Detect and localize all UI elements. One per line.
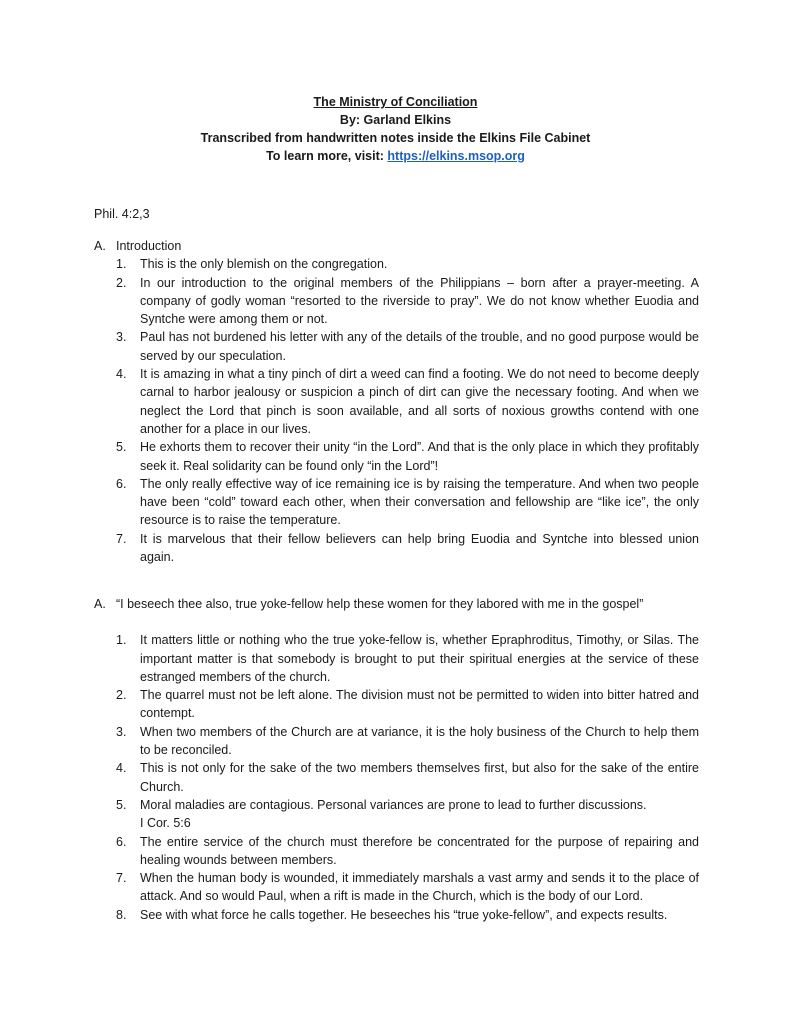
item-number: 4.	[116, 367, 127, 382]
section-title: Introduction	[116, 239, 182, 253]
item-text: It matters little or nothing who the true yoke-fellow is, whether Epraphroditus, Timothy, or Silas. The important matter is that somebody is brought to put their spiritual energies at the service of these estranged members of the church.	[140, 633, 699, 684]
list-item	[116, 686, 699, 723]
item-text: This is the only blemish on the congregation.	[140, 257, 388, 272]
item-number: 2.	[116, 275, 127, 290]
item-number: 5.	[116, 797, 127, 812]
document-author: By: Garland Elkins	[339, 113, 452, 127]
item-number: 6.	[116, 834, 127, 849]
section-title: “I beseech thee also, true yoke-fellow help these women for they labored with me in the gospel”	[116, 597, 644, 611]
item-text: Paul has not burdened his letter with any of the details of the trouble, and no good purpose would be served by our speculation.	[140, 330, 699, 363]
item-text: The quarrel must not be left alone. The division must not be permitted to widen into bitter hatred and contempt.	[140, 688, 699, 721]
item-citation: I Cor. 5:6	[140, 816, 191, 831]
section-heading	[94, 595, 699, 613]
learn-more-label: To learn more, visit:	[266, 149, 388, 163]
list-item	[116, 328, 699, 365]
item-text: When the human body is wounded, it immediately marshals a vast army and sends it to the place of attack. And so would Paul, when a rift is made in the Church, which is the body of our Lord.	[140, 871, 699, 904]
list-item	[116, 869, 699, 906]
item-number: 2.	[116, 688, 127, 703]
section-heading	[94, 237, 699, 255]
list-item	[116, 723, 699, 760]
section-introduction	[94, 237, 699, 566]
item-number: 6.	[116, 476, 127, 491]
list-item	[116, 759, 699, 796]
item-text: The only really effective way of ice remaining ice is by raising the temperature. And when two people have been “cold” toward each other, when their conversation and fellowship are “like ice”, the only resource is to raise the temperature.	[140, 476, 699, 528]
item-text: This is not only for the sake of the two members themselves first, but also for the sake of the entire Church.	[140, 761, 699, 794]
list-item	[116, 365, 699, 438]
item-number: 1.	[116, 257, 127, 272]
list-item	[116, 833, 699, 870]
item-text: When two members of the Church are at variance, it is the holy business of the Church to help them to be reconciled.	[140, 724, 699, 758]
list-item	[116, 255, 699, 273]
list-item	[116, 796, 699, 833]
item-number: 4.	[116, 761, 127, 776]
item-text: It is marvelous that their fellow believers can help bring Euodia and Syntche into blessed union again.	[140, 531, 699, 565]
item-number: 1.	[116, 633, 127, 648]
item-number: 7.	[116, 871, 127, 886]
item-text-main: Moral maladies are contagious. Personal variances are prone to lead to further discussions.	[140, 797, 647, 812]
section-letter: A.	[94, 239, 106, 253]
list-item	[116, 475, 699, 530]
list-item	[116, 906, 699, 924]
item-text: The entire service of the church must therefore be concentrated for the purpose of repairing and healing wounds between members.	[140, 834, 699, 867]
list-item	[116, 631, 699, 686]
scripture-reference: Phil. 4:2,3	[94, 207, 150, 221]
list-item	[116, 530, 699, 567]
item-text	[140, 796, 699, 833]
section-list	[94, 631, 699, 924]
item-number: 8.	[116, 907, 127, 922]
item-text: He exhorts them to recover their unity “in the Lord”. And that is the only place in which they profitably seek it. Real solidarity can be found only “in the Lord”!	[140, 440, 699, 473]
section-yoke-fellow	[94, 595, 699, 924]
document-header	[0, 93, 791, 165]
item-number: 3.	[116, 330, 127, 345]
document-title: The Ministry of Conciliation	[313, 95, 478, 109]
document-source: Transcribed from handwritten notes inside the Elkins File Cabinet	[200, 131, 591, 145]
item-number: 5.	[116, 440, 127, 455]
item-text: See with what force he calls together. He beseeches his “true yoke-fellow”, and expects results.	[140, 907, 668, 922]
item-text: It is amazing in what a tiny pinch of dirt a weed can find a footing. We do not need to become deeply carnal to harbor jealousy or suspicion a pinch of dirt can give the necessary footing. And when we neglect the Lord that pinch is soon available, and all sorts of noxious growths contend with one another for a place in our lives.	[140, 367, 699, 436]
list-item	[116, 274, 699, 329]
website-link[interactable]: https://elkins.msop.org	[387, 149, 525, 163]
learn-more-line	[0, 147, 791, 165]
section-letter: A.	[94, 597, 106, 611]
item-number: 3.	[116, 724, 127, 739]
section-list	[94, 255, 699, 566]
list-item	[116, 438, 699, 475]
item-text: In our introduction to the original members of the Philippians – born after a prayer-meeting. A company of godly woman “resorted to the riverside to pray”. We do not know whether Euodia and Syntche were among them or not.	[140, 275, 699, 327]
item-number: 7.	[116, 531, 127, 546]
